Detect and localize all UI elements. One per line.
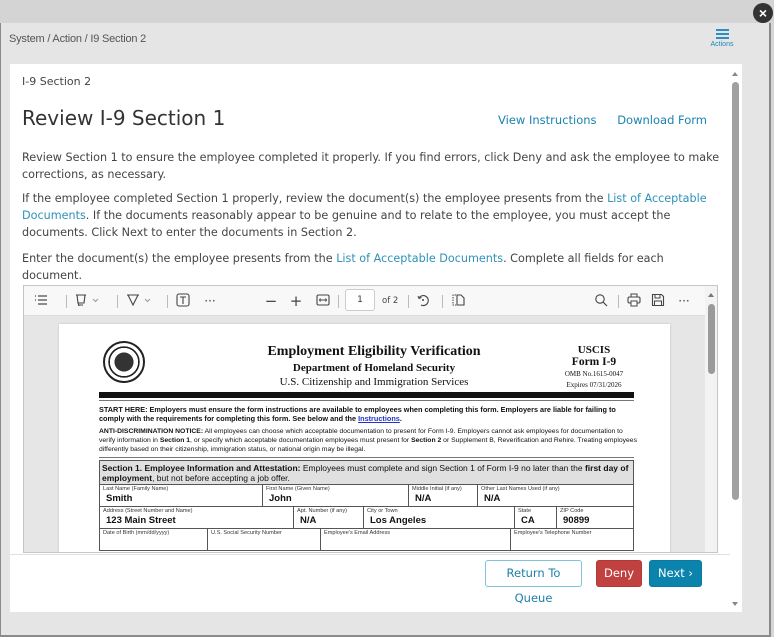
field-label: Date of Birth (mm/dd/yyyy) (103, 530, 170, 536)
expiration-date: Expires 07/31/2026 (566, 381, 622, 389)
zoom-in-button[interactable]: + (289, 292, 303, 310)
field-value: Smith (106, 493, 133, 504)
section-text: first day of employment (102, 463, 629, 483)
divider (99, 400, 634, 401)
page-number-input[interactable]: 1 (345, 289, 375, 311)
first-name-field (262, 485, 408, 506)
search-icon[interactable] (594, 293, 608, 309)
next-button[interactable]: Next › (649, 560, 702, 587)
hamburger-icon (716, 29, 729, 39)
anti-discrimination-notice (99, 427, 639, 454)
middle-initial-field (408, 485, 477, 506)
paragraph-text: . If the documents reasonably appear to be genuine and to relate to the employee, you must accept the documents. Click Next to enter the documents in Section 2. (22, 209, 671, 239)
uscis-label: USCIS (577, 344, 611, 356)
scroll-down-arrow-icon[interactable] (732, 602, 738, 606)
form-id-block (549, 344, 639, 389)
close-modal-button[interactable] (753, 3, 773, 23)
form-department: Department of Homeland Security (292, 362, 456, 374)
form-agency: U.S. Citizenship and Immigration Services (279, 376, 469, 388)
zip-code-field (556, 507, 635, 528)
field-label: Address (Street Number and Name) (103, 508, 193, 514)
scrollbar-thumb[interactable] (732, 82, 739, 500)
page-title: Review I-9 Section 1 (22, 106, 226, 130)
email-field (320, 529, 510, 550)
modal (0, 23, 771, 637)
field-label: Employee's Telephone Number (514, 530, 592, 536)
field-value: Los Angeles (370, 515, 427, 526)
pdf-page (59, 324, 670, 553)
section1-header (99, 460, 634, 485)
pdf-viewer[interactable] (23, 285, 718, 553)
notice-text: or Supplement B, Reverification and Rehire. Treating employees differently based on their citizenship, immigration status, or national origin may be illegal. (99, 437, 637, 453)
field-label: First Name (Given Name) (266, 486, 330, 492)
table-of-contents-icon[interactable] (34, 293, 48, 309)
deny-button[interactable]: Deny (596, 560, 642, 587)
phone-field (510, 529, 635, 550)
field-value: N/A (484, 493, 501, 504)
section-text: , but not before accepting a job offer. (152, 473, 290, 483)
pdf-toolbar (24, 286, 717, 316)
section-label: Section 1. Employee Information and Attestation: (102, 463, 301, 473)
paragraph-text: If the employee completed Section 1 properly, review the document(s) the employee presents from the (22, 192, 608, 205)
toolbar-divider (618, 295, 619, 308)
section-subtitle: I-9 Section 2 (22, 75, 92, 88)
toolbar-divider (167, 295, 168, 308)
notice-text: All employees can choose which acceptable documentation to present for Form I-9. Employers cannot ask employees for documentation to verify information in (99, 428, 623, 444)
view-instructions-link[interactable]: View Instructions (498, 113, 597, 127)
notice-label: ANTI-DISCRIMINATION NOTICE: (99, 428, 204, 435)
content-scrollbar[interactable] (730, 64, 742, 612)
draw-icon[interactable] (126, 293, 154, 309)
paragraph-text: Enter the document(s) the employee presents from the (22, 252, 337, 265)
state-field (514, 507, 556, 528)
form-row-address (99, 507, 634, 529)
field-label: U.S. Social Security Number (211, 530, 282, 536)
print-icon[interactable] (627, 293, 641, 309)
field-label: Employee's Email Address (324, 530, 391, 536)
more-options-button[interactable]: ··· (678, 294, 690, 308)
divider (99, 392, 634, 398)
action-footer (10, 554, 730, 612)
notice-text: . (399, 414, 402, 423)
actions-label: Actions (710, 41, 734, 48)
field-label: Last Name (Family Name) (103, 486, 169, 492)
overlay-backdrop (0, 0, 774, 23)
toolbar-divider (117, 295, 118, 308)
field-label: ZIP Code (560, 508, 584, 514)
field-label: Middle Initial (if any) (412, 486, 462, 492)
field-value: N/A (300, 515, 317, 526)
dhs-seal-logo (103, 341, 145, 383)
scroll-up-arrow-icon[interactable] (708, 293, 714, 297)
acceptable-documents-link[interactable]: List of Acceptable Documents (336, 252, 504, 265)
acceptable-documents-link[interactable]: List of Acceptable Documents (22, 192, 707, 222)
divider (99, 457, 634, 458)
other-names-field (477, 485, 635, 506)
start-here-notice (99, 405, 639, 423)
zoom-out-button[interactable]: − (264, 292, 278, 310)
scroll-up-arrow-icon[interactable] (732, 72, 738, 76)
last-name-field (100, 485, 262, 506)
field-value: CA (521, 515, 535, 526)
notice-text: Section 2 (411, 437, 442, 444)
return-to-queue-button[interactable]: Return To Queue (485, 560, 582, 587)
instructions-paragraph-2 (22, 190, 722, 241)
field-label: State (518, 508, 532, 514)
scrollbar-thumb[interactable] (708, 304, 715, 374)
field-label: City or Town (367, 508, 398, 514)
section-text: Employees must complete and sign Section 1 of Form I-9 no later than the (300, 463, 585, 473)
paragraph-text: . Complete all fields for each document. (22, 252, 664, 282)
field-label: Other Last Names Used (if any) (481, 486, 560, 492)
dob-field (100, 529, 207, 550)
highlight-icon[interactable] (74, 293, 102, 309)
form-row-contact (99, 529, 634, 551)
download-form-link[interactable]: Download Form (617, 113, 707, 127)
notice-text: , or specify which acceptable documentation employees must present for (190, 437, 412, 444)
ssn-field (207, 529, 320, 550)
address-field (100, 507, 293, 528)
toolbar-divider (442, 295, 443, 308)
close-icon: × (758, 5, 768, 21)
toolbar-divider (66, 295, 67, 308)
form-number: Form I-9 (571, 356, 617, 368)
toolbar-divider (408, 295, 409, 308)
field-value: 90899 (563, 515, 590, 526)
page-total: of 2 (382, 296, 399, 306)
notice-text: START HERE: Employers must ensure the form instructions are available to employees when completing this form. Employers are liable for failing to comply with the requirements for completing this form. See below and the (99, 405, 616, 423)
text-icon[interactable] (176, 293, 190, 309)
instructions-paragraph-3 (22, 250, 722, 284)
page-view-icon[interactable] (451, 293, 465, 309)
form-row-name (99, 485, 634, 507)
rotate-icon[interactable] (416, 293, 430, 309)
more-tools-button[interactable]: ··· (204, 294, 216, 308)
form-heading: Employment Eligibility Verification (267, 344, 481, 359)
actions-menu-button[interactable] (707, 29, 737, 48)
field-value: John (269, 493, 292, 504)
field-label: Apt. Number (if any) (297, 508, 348, 514)
field-value: 123 Main Street (106, 515, 176, 526)
breadcrumb: System / Action / I9 Section 2 (9, 33, 147, 45)
save-icon[interactable] (651, 293, 665, 309)
instructions-link[interactable]: Instructions (358, 414, 400, 423)
fit-width-icon[interactable] (316, 293, 330, 309)
content-panel (10, 64, 742, 612)
field-value: N/A (415, 493, 432, 504)
toolbar-divider (338, 295, 339, 308)
instructions-paragraph-1: Review Section 1 to ensure the employee completed it properly. If you find errors, click Deny and ask the employee to make corrections, as necessary. (22, 151, 720, 181)
omb-number: OMB No.1615-0047 (564, 370, 624, 378)
apt-number-field (293, 507, 363, 528)
notice-text: Section 1 (159, 437, 191, 444)
city-field (363, 507, 514, 528)
pdf-scrollbar[interactable] (705, 286, 717, 553)
